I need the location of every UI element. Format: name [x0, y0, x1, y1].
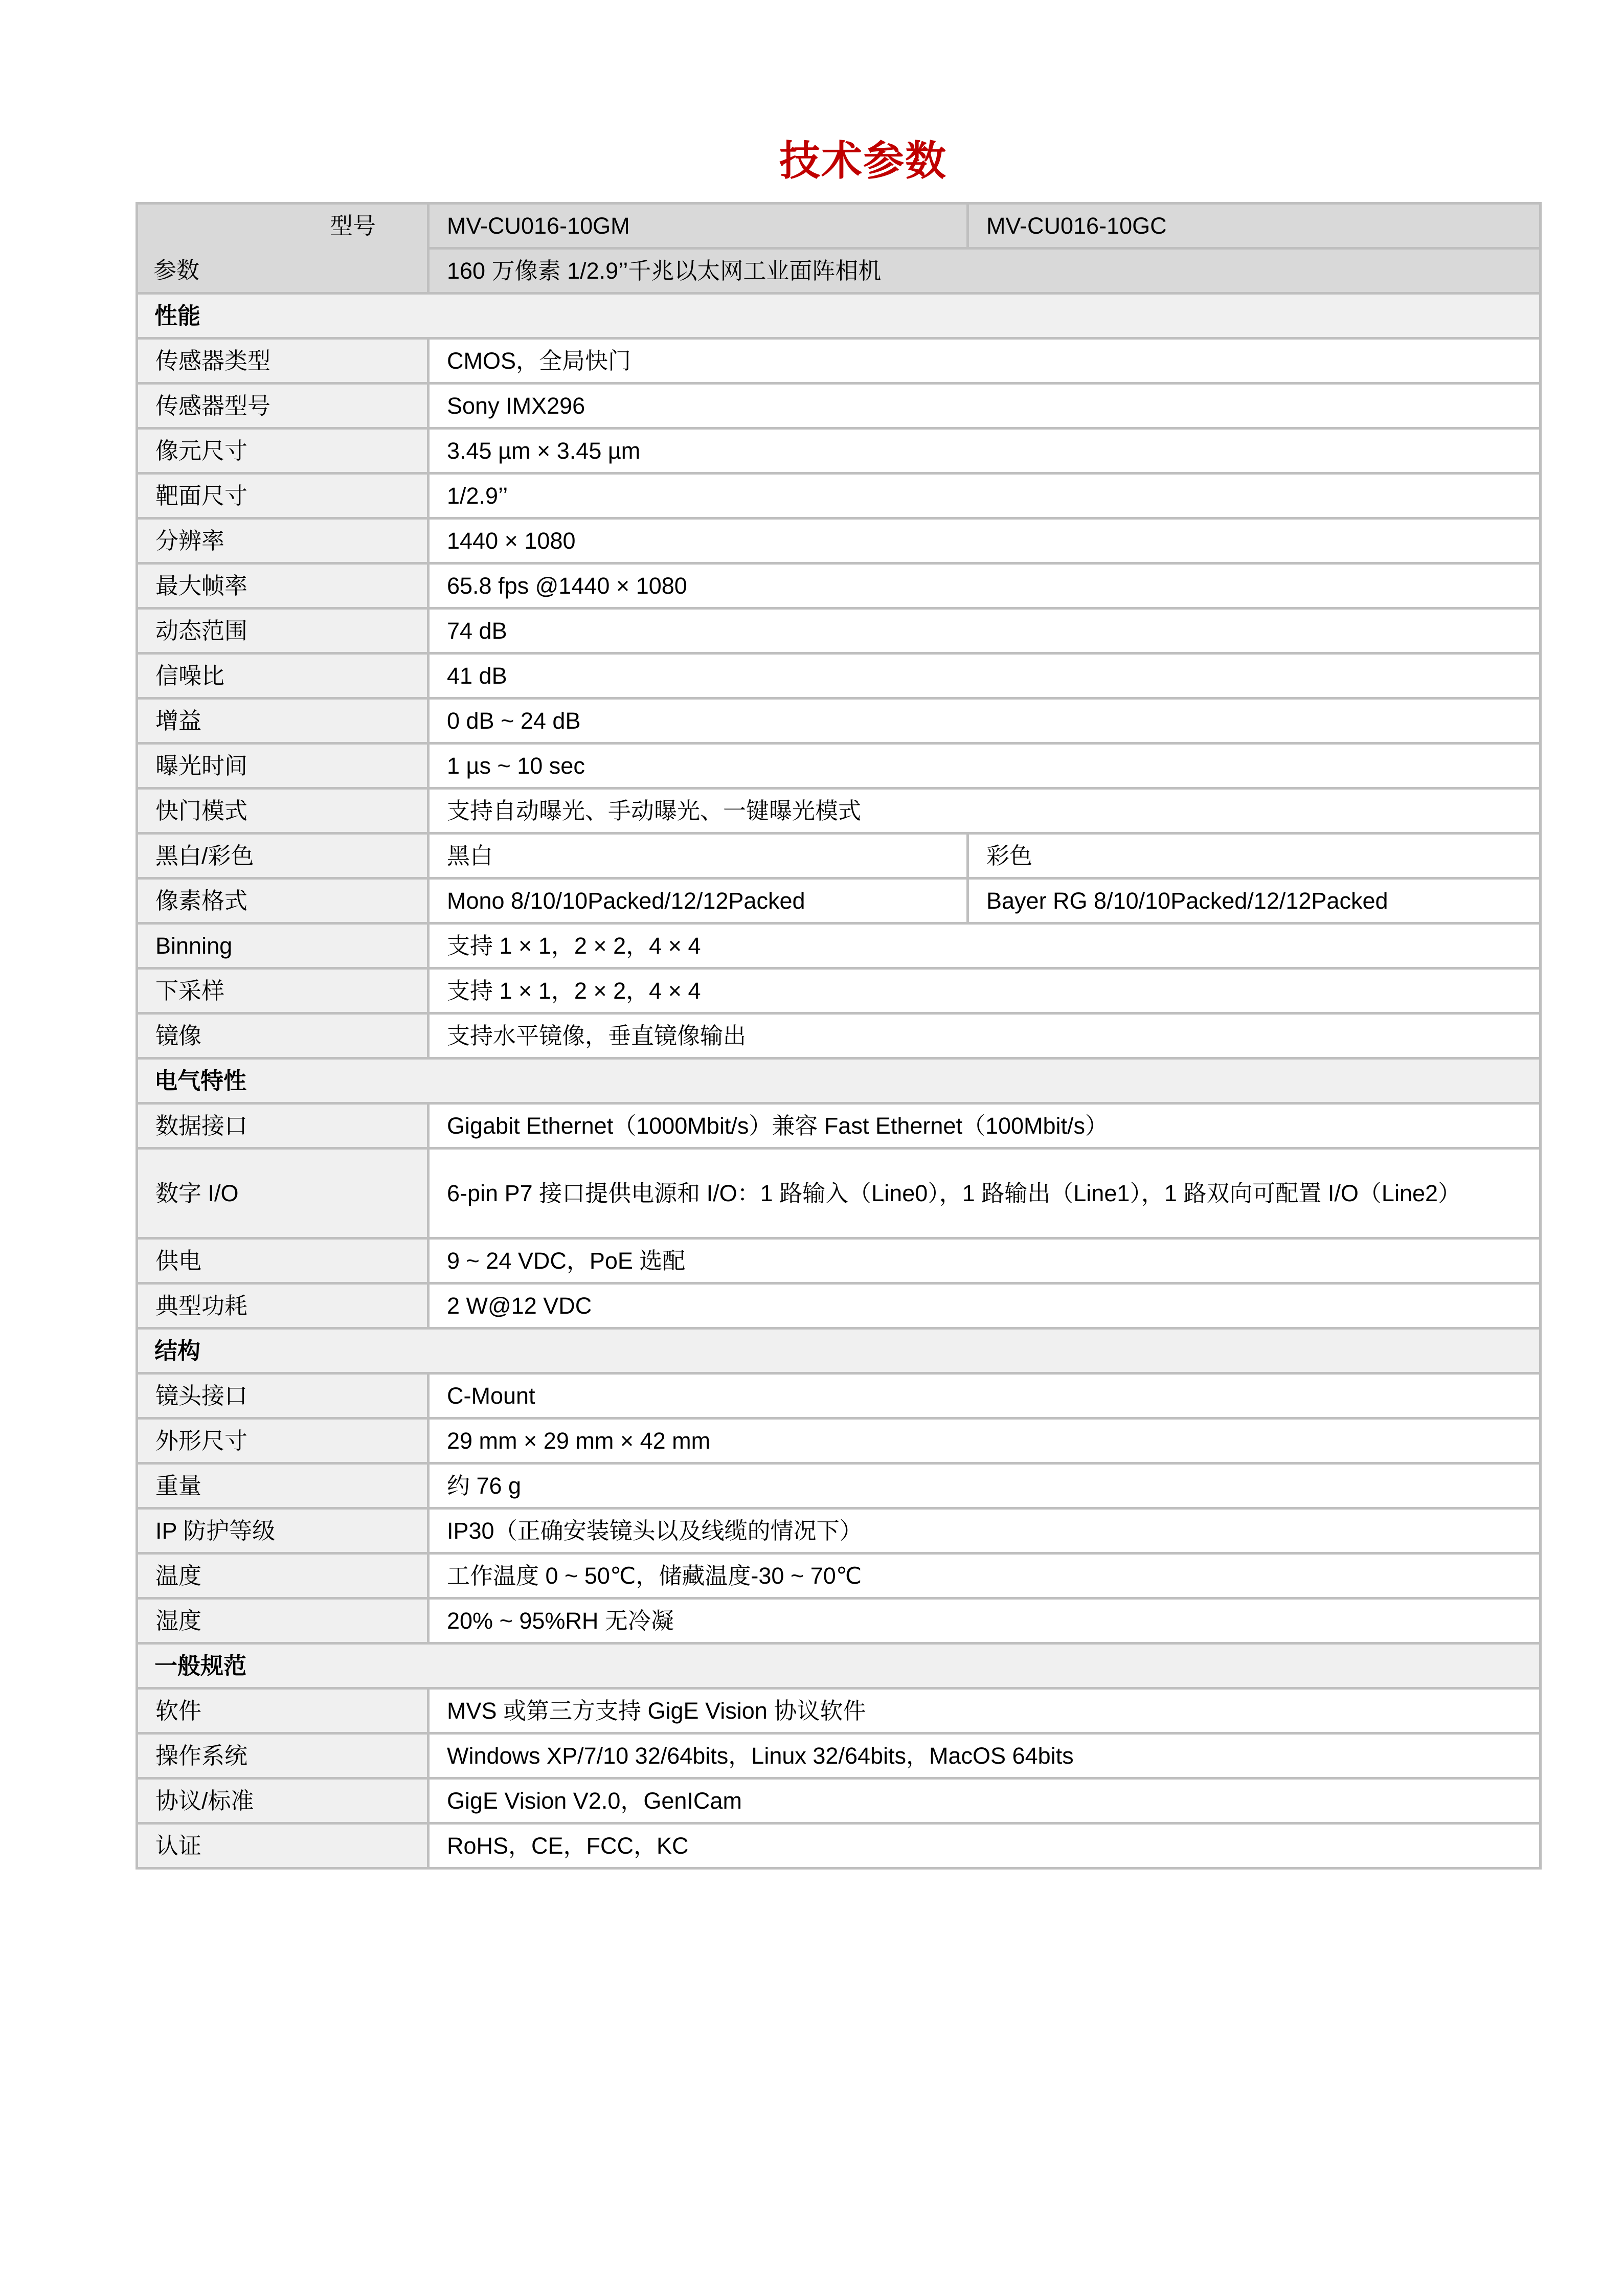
header-row-models — [137, 204, 1541, 249]
row-lens-mount — [137, 1374, 1541, 1419]
row-value: GigE Vision V2.0，GenICam — [428, 1779, 1541, 1824]
row-sensor-format — [137, 474, 1541, 519]
row-software — [137, 1689, 1541, 1734]
row-value: C-Mount — [428, 1374, 1541, 1419]
row-label: 镜像 — [137, 1014, 428, 1059]
row-value: 支持 1 × 1，2 × 2，4 × 4 — [428, 969, 1541, 1014]
row-ip-rating — [137, 1509, 1541, 1554]
row-max-frame-rate — [137, 564, 1541, 609]
row-value: 支持自动曝光、手动曝光、一键曝光模式 — [428, 789, 1541, 834]
row-shutter-mode — [137, 789, 1541, 834]
row-label: 协议/标准 — [137, 1779, 428, 1824]
section-general — [137, 1644, 1541, 1689]
row-value: 0 dB ~ 24 dB — [428, 699, 1541, 744]
row-label: 增益 — [137, 699, 428, 744]
row-value: MVS 或第三方支持 GigE Vision 协议软件 — [428, 1689, 1541, 1734]
section-title: 电气特性 — [137, 1059, 1541, 1104]
row-label: 软件 — [137, 1689, 428, 1734]
row-label: 湿度 — [137, 1599, 428, 1644]
row-label: 镜头接口 — [137, 1374, 428, 1419]
model-name-gc: MV-CU016-10GC — [968, 204, 1541, 249]
row-value-gm: 黑白 — [428, 834, 968, 879]
row-value: CMOS，全局快门 — [428, 339, 1541, 384]
row-value: 1440 × 1080 — [428, 519, 1541, 564]
row-label: 下采样 — [137, 969, 428, 1014]
row-label: 数字 I/O — [137, 1149, 428, 1239]
row-weight — [137, 1464, 1541, 1509]
row-digital-io — [137, 1149, 1541, 1239]
row-value-gc: 彩色 — [968, 834, 1541, 879]
row-label: Binning — [137, 924, 428, 969]
section-performance — [137, 294, 1541, 339]
row-exposure-time — [137, 744, 1541, 789]
row-value: Gigabit Ethernet（1000Mbit/s）兼容 Fast Ethernet（100Mbit/s） — [428, 1104, 1541, 1149]
row-label: IP 防护等级 — [137, 1509, 428, 1554]
row-snr — [137, 654, 1541, 699]
row-value: Sony IMX296 — [428, 384, 1541, 429]
row-value: 29 mm × 29 mm × 42 mm — [428, 1419, 1541, 1464]
row-label: 外形尺寸 — [137, 1419, 428, 1464]
row-label: 信噪比 — [137, 654, 428, 699]
row-mono-color — [137, 834, 1541, 879]
row-dimensions — [137, 1419, 1541, 1464]
section-title: 一般规范 — [137, 1644, 1541, 1689]
row-mirror — [137, 1014, 1541, 1059]
row-label: 传感器类型 — [137, 339, 428, 384]
row-value: 41 dB — [428, 654, 1541, 699]
row-temperature — [137, 1554, 1541, 1599]
row-sensor-model — [137, 384, 1541, 429]
row-data-interface — [137, 1104, 1541, 1149]
row-power-supply — [137, 1239, 1541, 1284]
row-label: 操作系统 — [137, 1734, 428, 1779]
row-value: 1/2.9’’ — [428, 474, 1541, 519]
row-value: 支持水平镜像，垂直镜像输出 — [428, 1014, 1541, 1059]
row-value: 9 ~ 24 VDC，PoE 选配 — [428, 1239, 1541, 1284]
row-sensor-type — [137, 339, 1541, 384]
diagonal-header-cell — [137, 204, 428, 294]
row-value: 20% ~ 95%RH 无冷凝 — [428, 1599, 1541, 1644]
row-value: Windows XP/7/10 32/64bits，Linux 32/64bits，MacOS 64bits — [428, 1734, 1541, 1779]
row-label: 供电 — [137, 1239, 428, 1284]
row-value: 3.45 µm × 3.45 µm — [428, 429, 1541, 474]
spec-table — [136, 202, 1542, 1870]
row-certification — [137, 1824, 1541, 1869]
section-title: 结构 — [137, 1329, 1541, 1374]
row-value: 65.8 fps @1440 × 1080 — [428, 564, 1541, 609]
row-value: 1 µs ~ 10 sec — [428, 744, 1541, 789]
row-gain — [137, 699, 1541, 744]
row-pixel-size — [137, 429, 1541, 474]
model-axis-label: 型号 — [329, 213, 376, 239]
camera-series-subtitle: 160 万像素 1/2.9’’千兆以太网工业面阵相机 — [428, 249, 1541, 294]
row-label: 温度 — [137, 1554, 428, 1599]
row-label: 像素格式 — [137, 879, 428, 924]
row-resolution — [137, 519, 1541, 564]
section-electrical — [137, 1059, 1541, 1104]
row-dynamic-range — [137, 609, 1541, 654]
model-name-gm: MV-CU016-10GM — [428, 204, 968, 249]
row-binning — [137, 924, 1541, 969]
row-protocol — [137, 1779, 1541, 1824]
row-value: RoHS，CE，FCC，KC — [428, 1824, 1541, 1869]
row-humidity — [137, 1599, 1541, 1644]
row-label: 分辨率 — [137, 519, 428, 564]
row-decimation — [137, 969, 1541, 1014]
row-label: 认证 — [137, 1824, 428, 1869]
row-value: 支持 1 × 1，2 × 2，4 × 4 — [428, 924, 1541, 969]
param-axis-label: 参数 — [153, 257, 200, 283]
row-value: 2 W@12 VDC — [428, 1284, 1541, 1329]
row-label: 靶面尺寸 — [137, 474, 428, 519]
row-label: 快门模式 — [137, 789, 428, 834]
row-value: 约 76 g — [428, 1464, 1541, 1509]
section-structure — [137, 1329, 1541, 1374]
row-value: 74 dB — [428, 609, 1541, 654]
row-value-gm: Mono 8/10/10Packed/12/12Packed — [428, 879, 968, 924]
row-label: 数据接口 — [137, 1104, 428, 1149]
row-label: 黑白/彩色 — [137, 834, 428, 879]
row-label: 典型功耗 — [137, 1284, 428, 1329]
row-value: IP30（正确安装镜头以及线缆的情况下） — [428, 1509, 1541, 1554]
row-value: 6-pin P7 接口提供电源和 I/O：1 路输入（Line0），1 路输出（Line1），1 路双向可配置 I/O（Line2） — [428, 1149, 1541, 1239]
row-value-gc: Bayer RG 8/10/10Packed/12/12Packed — [968, 879, 1541, 924]
row-pixel-format — [137, 879, 1541, 924]
row-label: 像元尺寸 — [137, 429, 428, 474]
row-label: 最大帧率 — [137, 564, 428, 609]
row-label: 传感器型号 — [137, 384, 428, 429]
row-power-consumption — [137, 1284, 1541, 1329]
page-title: 技术参数 — [779, 138, 947, 184]
row-os — [137, 1734, 1541, 1779]
row-value: 工作温度 0 ~ 50℃，储藏温度-30 ~ 70℃ — [428, 1554, 1541, 1599]
row-label: 动态范围 — [137, 609, 428, 654]
row-label: 曝光时间 — [137, 744, 428, 789]
row-label: 重量 — [137, 1464, 428, 1509]
section-title: 性能 — [137, 294, 1541, 339]
